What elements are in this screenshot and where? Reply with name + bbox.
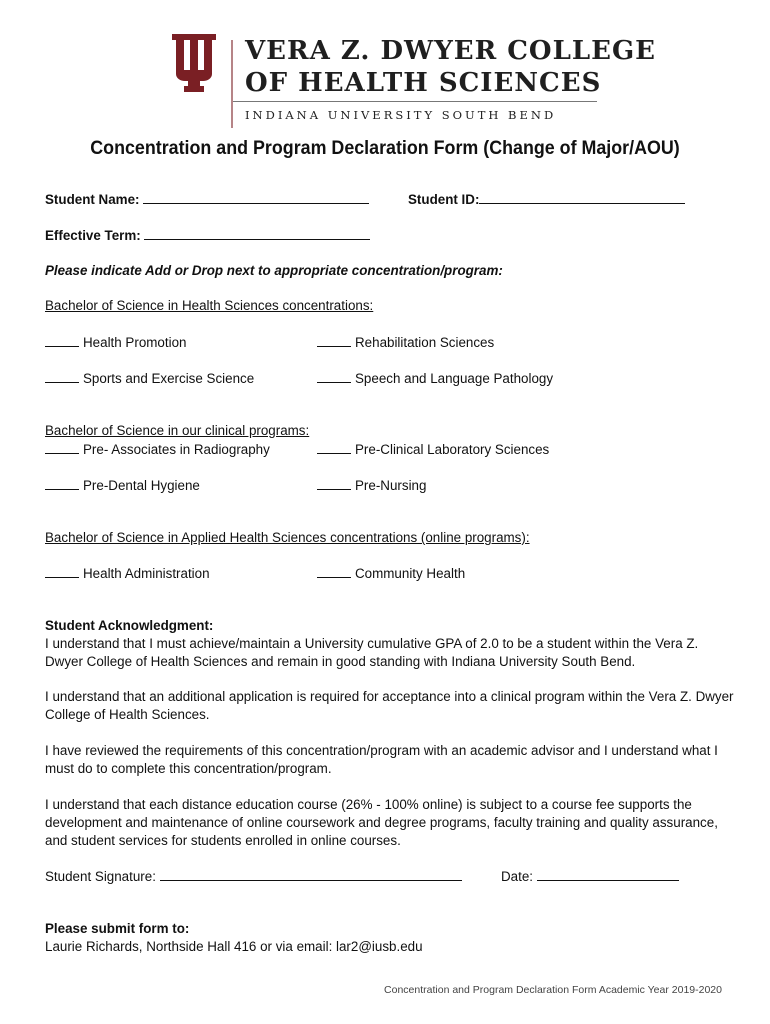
option-blank[interactable] xyxy=(45,369,79,383)
signature-label: Student Signature: xyxy=(45,869,156,884)
section-heading-health-sciences: Bachelor of Science in Health Sciences concentrations: xyxy=(45,298,374,313)
option-speech-language-pathology[interactable] xyxy=(317,369,553,388)
signature-field[interactable] xyxy=(160,867,462,881)
option-blank[interactable] xyxy=(317,333,351,347)
option-label: Health Administration xyxy=(83,566,210,581)
option-label: Community Health xyxy=(355,566,466,581)
logo-divider xyxy=(231,40,233,128)
option-label: Pre-Clinical Laboratory Sciences xyxy=(355,442,550,457)
instruction-text: Please indicate Add or Drop next to appropriate concentration/program: xyxy=(45,263,503,278)
acknowledgment-paragraph-advisor: I have reviewed the requirements of this concentration/program with an academic advisor and I understand what I must do to complete this concentration/program. xyxy=(45,743,718,776)
option-label: Pre-Dental Hygiene xyxy=(83,478,200,493)
student-name-row xyxy=(45,190,369,209)
option-blank[interactable] xyxy=(317,440,351,454)
effective-term-row xyxy=(45,226,370,245)
student-id-row xyxy=(408,190,685,209)
acknowledgment-heading: Student Acknowledgment: xyxy=(45,618,214,633)
effective-term-field[interactable] xyxy=(144,226,370,240)
section-heading-clinical-programs: Bachelor of Science in our clinical programs: xyxy=(45,423,310,438)
option-label: Rehabilitation Sciences xyxy=(355,335,495,350)
effective-term-label: Effective Term: xyxy=(45,228,141,243)
option-pre-clinical-lab-sciences[interactable] xyxy=(317,440,549,459)
submit-details: Laurie Richards, Northside Hall 416 or via email: lar2@iusb.edu xyxy=(45,939,423,954)
footer-note: Concentration and Program Declaration Form Academic Year 2019-2020 xyxy=(384,984,722,996)
date-label: Date: xyxy=(501,869,534,884)
option-pre-radiography[interactable] xyxy=(45,440,270,459)
college-name-line1: VERA Z. DWYER COLLEGE xyxy=(245,36,656,66)
option-pre-nursing[interactable] xyxy=(317,476,426,495)
student-name-label: Student Name: xyxy=(45,192,140,207)
acknowledgment-paragraph-gpa: I understand that I must achieve/maintain a University cumulative GPA of 2.0 to be a student within the Vera Z. Dwyer College of Health Sciences and remain in good standing with Indiana University South Bend. xyxy=(45,636,699,669)
student-id-field[interactable] xyxy=(479,190,685,204)
option-pre-dental-hygiene[interactable] xyxy=(45,476,200,495)
acknowledgment-paragraph-course-fee: I understand that each distance education course (26% - 100% online) is subject to a course fee supports the development and maintenance of online coursework and degree programs, faculty training and quality assurance, and student services for students enrolled in online courses. xyxy=(45,797,718,848)
option-community-health[interactable] xyxy=(317,564,465,583)
option-blank[interactable] xyxy=(317,564,351,578)
iu-trident-logo-icon xyxy=(172,34,216,92)
date-field[interactable] xyxy=(537,867,679,881)
option-label: Sports and Exercise Science xyxy=(83,371,255,386)
option-label: Speech and Language Pathology xyxy=(355,371,554,386)
logo-rule xyxy=(233,101,597,102)
student-id-label: Student ID: xyxy=(408,192,480,207)
option-rehabilitation-sciences[interactable] xyxy=(317,333,494,352)
college-name-line2: OF HEALTH SCIENCES xyxy=(245,68,602,98)
option-blank[interactable] xyxy=(45,333,79,347)
section-heading-applied-health-sciences: Bachelor of Science in Applied Health Sciences concentrations (online programs): xyxy=(45,530,530,545)
option-label: Health Promotion xyxy=(83,335,187,350)
option-label: Pre- Associates in Radiography xyxy=(83,442,270,457)
option-sports-exercise-science[interactable] xyxy=(45,369,254,388)
option-blank[interactable] xyxy=(45,564,79,578)
submit-heading: Please submit form to: xyxy=(45,921,190,936)
student-name-field[interactable] xyxy=(143,190,369,204)
option-blank[interactable] xyxy=(45,440,79,454)
option-health-administration[interactable] xyxy=(45,564,210,583)
option-blank[interactable] xyxy=(45,476,79,490)
signature-row xyxy=(45,867,462,886)
acknowledgment-paragraph-application: I understand that an additional application is required for acceptance into a clinical program within the Vera Z. Dwyer College of Health Sciences. xyxy=(45,689,734,722)
option-label: Pre-Nursing xyxy=(355,478,427,493)
campus-name: INDIANA UNIVERSITY SOUTH BEND xyxy=(245,108,557,122)
date-row xyxy=(501,867,679,886)
form-title: Concentration and Program Declaration Form (Change of Major/AOU) xyxy=(90,138,680,159)
option-blank[interactable] xyxy=(317,476,351,490)
option-blank[interactable] xyxy=(317,369,351,383)
option-health-promotion[interactable] xyxy=(45,333,186,352)
